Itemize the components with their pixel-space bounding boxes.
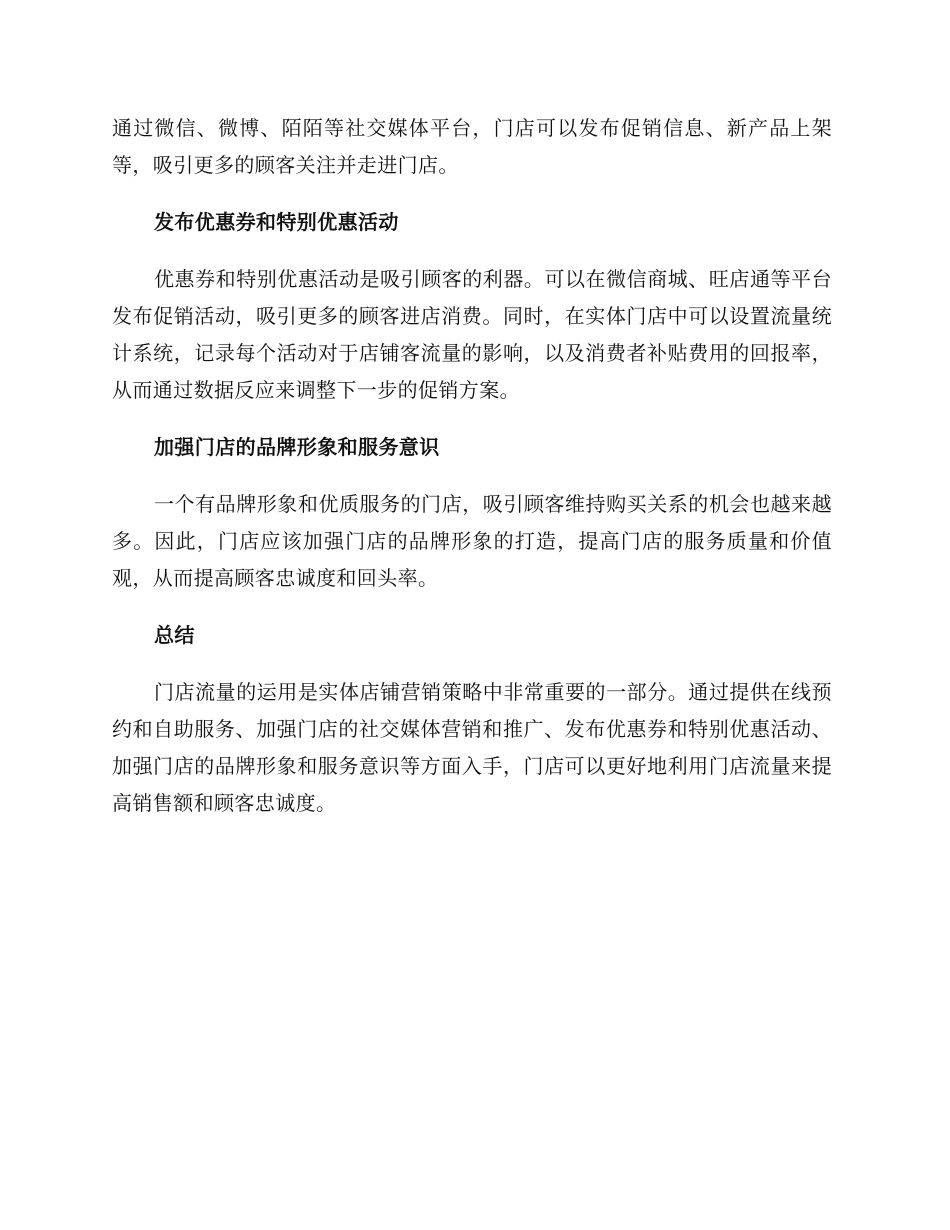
intro-paragraph: 通过微信、微博、陌陌等社交媒体平台，门店可以发布促销信息、新产品上架等，吸引更多的顾客关注并走进门店。 — [112, 116, 832, 177]
section-heading-coupons: 发布优惠券和特别优惠活动 — [154, 210, 399, 234]
section-body-brand: 一个有品牌形象和优质服务的门店，吸引顾客维持购买关系的机会也越来越多。因此，门店应该加强门店的品牌形象的打造，提高门店的服务质量和价值观，从而提高顾客忠诚度和回头率。 — [112, 492, 832, 590]
section-heading-summary: 总结 — [154, 623, 195, 647]
section-body-coupons: 优惠券和特别优惠活动是吸引顾客的利器。可以在微信商城、旺店通等平台发布促销活动，吸引更多的顾客进店消费。同时，在实体门店中可以设置流量统计系统，记录每个活动对于店铺客流量的影响，以及消费者补贴费用的回报率，从而通过数据反应来调整下一步的促销方案。 — [112, 267, 832, 402]
document-page — [112, 110, 832, 822]
section-heading-brand: 加强门店的品牌形象和服务意识 — [154, 435, 440, 459]
section-body-summary: 门店流量的运用是实体店铺营销策略中非常重要的一部分。通过提供在线预约和自助服务、加强门店的社交媒体营销和推广、发布优惠券和特别优惠活动、加强门店的品牌形象和服务意识等方面入手，门店可以更好地利用门店流量来提高销售额和顾客忠诚度。 — [112, 680, 832, 815]
